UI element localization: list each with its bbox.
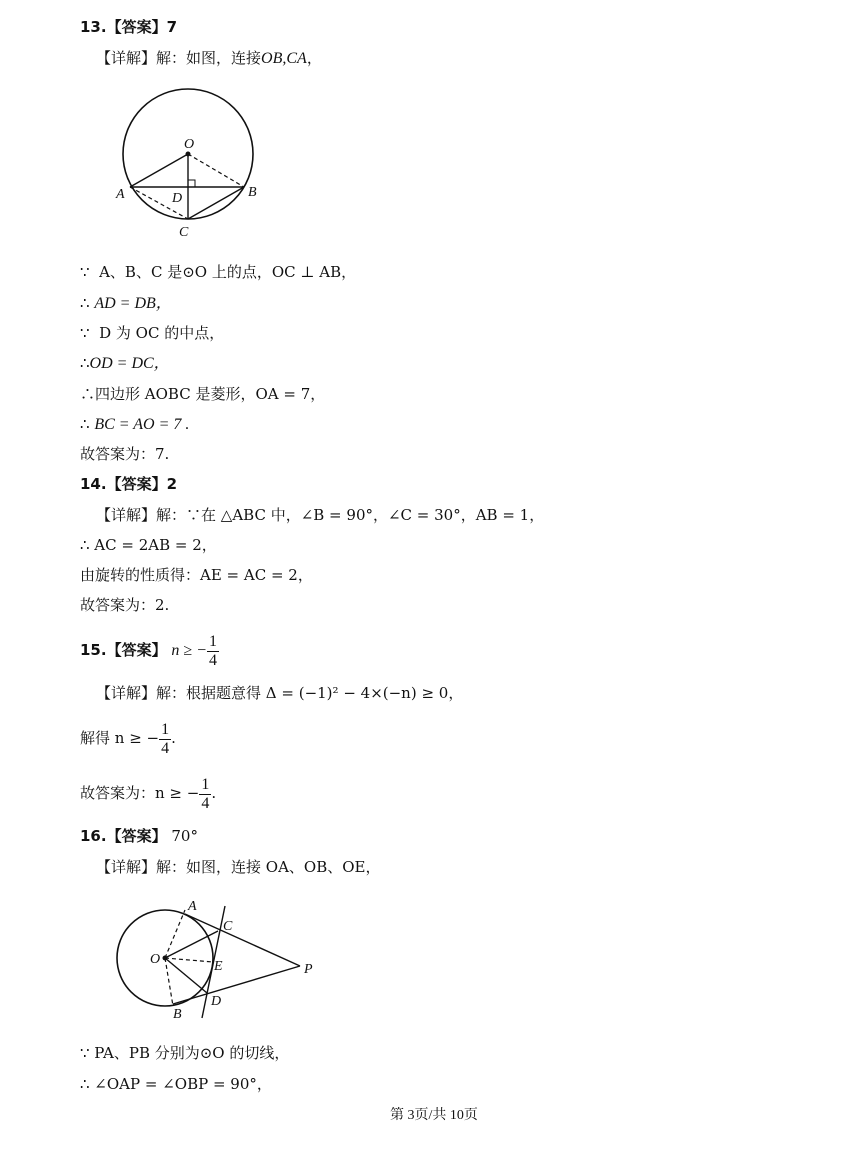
q15-concl-prefix: 故答案为：n ≥ −: [80, 784, 200, 802]
q13-center-dot: [186, 152, 191, 157]
q13-step-6-text: BC = AO = 7 .: [94, 416, 190, 433]
q15-concl-suffix: .: [211, 784, 217, 802]
q13-answer-value: 7: [166, 18, 178, 36]
q13-step-1: [80, 262, 356, 282]
page-footer: 第 3页/共 10页: [390, 1108, 478, 1123]
q14-detail-label: 【详解】: [96, 506, 157, 524]
q16-tangent-pb: [173, 966, 300, 1004]
q16-label-e: E: [214, 959, 223, 974]
q16-dashed-oe: [165, 958, 213, 962]
q15-solve-fraction: [159, 721, 171, 758]
q16-segment-oc: [165, 931, 218, 958]
q16-label-o: O: [150, 952, 161, 967]
q13-step-4-sym: ∴: [80, 354, 90, 372]
q13-label-o: O: [184, 137, 195, 152]
q13-detail-expr: OB,CA: [261, 50, 307, 67]
q16-segment-od: [165, 958, 207, 993]
q16-label-c: C: [223, 919, 233, 934]
q16-dashed-oa: [165, 910, 185, 958]
q16-label-p: P: [304, 962, 313, 977]
q13-header: [80, 17, 177, 37]
q13-label-c: C: [179, 225, 189, 240]
q15-conclusion: [80, 771, 216, 815]
q13-step-4-text: OD = DC，: [89, 355, 170, 372]
q13-conclusion: 故答案为：7.: [80, 445, 170, 463]
q15-solve-prefix: 解得 n ≥ −: [80, 729, 160, 747]
q16-answer-label: 【答案】: [106, 827, 167, 845]
q13-step-6: [80, 414, 189, 435]
q13-step-3: [80, 323, 224, 343]
q15-header: [80, 628, 219, 673]
q14-detail: [96, 505, 544, 525]
q14-line-2: ∴ AC = 2AB = 2，: [80, 536, 217, 554]
q14-detail-text: 解：∵在 △ABC 中，∠B = 90°，∠C = 30°，AB = 1，: [156, 506, 545, 524]
q13-right-angle: [188, 180, 195, 187]
q15-answer-fraction: [207, 633, 219, 670]
q15-frac-den: 4: [208, 651, 217, 669]
q13-step-5-sym: ∴: [80, 385, 96, 403]
q16-figure: [110, 890, 330, 1025]
q14-answer-label: 【答案】: [106, 475, 167, 493]
q13-dashed-ob: [188, 154, 244, 187]
q13-number: 13.: [80, 18, 107, 36]
q15-solve-suffix: .: [171, 729, 176, 747]
q13-figure: [100, 82, 280, 242]
q14-answer-value: 2: [166, 475, 178, 493]
q16-answer-value: 70°: [171, 827, 198, 845]
q13-detail: [96, 48, 322, 69]
q16-label-a: A: [188, 899, 197, 914]
q13-detail-label: 【详解】: [96, 49, 157, 67]
q15-number: 15.: [80, 641, 107, 659]
q15-frac-num: 1: [208, 632, 217, 650]
q14-number: 14.: [80, 475, 107, 493]
q13-segment-oa: [130, 154, 188, 187]
q16-dashed-ob: [165, 958, 173, 1006]
q15-solve: [80, 716, 176, 760]
q13-answer-label: 【答案】: [106, 18, 167, 36]
q13-step-5: [80, 384, 325, 404]
q16-detail-label: 【详解】: [96, 858, 157, 876]
q13-step-5-text: 四边形 AOBC 是菱形，OA = 7，: [95, 385, 326, 403]
q13-detail-end: ，: [306, 49, 322, 67]
q16-line-2: ∵ PA、PB 分别为⊙O 的切线，: [80, 1044, 290, 1062]
q15-solve-frac-den: 4: [161, 739, 170, 757]
q14-line-3: 由旋转的性质得：AE = AC = 2，: [80, 566, 313, 584]
q16-detail-text: 解：如图，连接 OA、OB、OE，: [156, 858, 381, 876]
q14-header: [80, 474, 177, 494]
q15-detail: [96, 683, 463, 703]
q16-center-dot: [163, 956, 168, 961]
q13-step-2: [80, 293, 172, 314]
q16-line-3: ∴ ∠OAP = ∠OBP = 90°，: [80, 1075, 272, 1093]
q16-label-d: D: [211, 994, 222, 1009]
q13-label-a: A: [116, 187, 125, 202]
q13-step-1-sym: ∵: [80, 263, 90, 281]
q14-conclusion: 故答案为：2.: [80, 596, 170, 614]
q13-step-4: [80, 353, 170, 374]
q15-detail-label: 【详解】: [96, 684, 157, 702]
q13-detail-text: 解：如图，连接: [156, 49, 262, 67]
q16-label-b: B: [173, 1007, 182, 1022]
q13-segment-cb: [188, 187, 244, 219]
q15-answer-label: 【答案】: [106, 641, 167, 659]
q13-label-d: D: [172, 191, 183, 206]
q15-concl-fraction: [199, 776, 211, 813]
q16-header: [80, 826, 198, 846]
q13-step-1-text: A、B、C 是⊙O 上的点，OC ⊥ AB，: [99, 263, 357, 281]
q13-step-6-sym: ∴: [80, 415, 90, 433]
q16-tangent-pa: [185, 914, 300, 966]
q15-concl-frac-num: 1: [201, 775, 210, 793]
q15-solve-frac-num: 1: [161, 720, 170, 738]
q16-detail: [96, 857, 380, 877]
q15-answer-prefix: n ≥ −: [171, 642, 207, 659]
q13-step-3-sym: ∵: [80, 324, 90, 342]
q15-concl-frac-den: 4: [201, 794, 210, 812]
q15-detail-text: 解：根据题意得 Δ = (−1)² − 4×(−n) ≥ 0，: [156, 684, 464, 702]
q13-label-b: B: [248, 185, 257, 200]
q13-step-3-text: D 为 OC 的中点，: [99, 324, 225, 342]
q16-number: 16.: [80, 827, 107, 845]
q13-step-2-text: AD = DB，: [94, 295, 172, 312]
q13-step-2-sym: ∴: [80, 294, 90, 312]
